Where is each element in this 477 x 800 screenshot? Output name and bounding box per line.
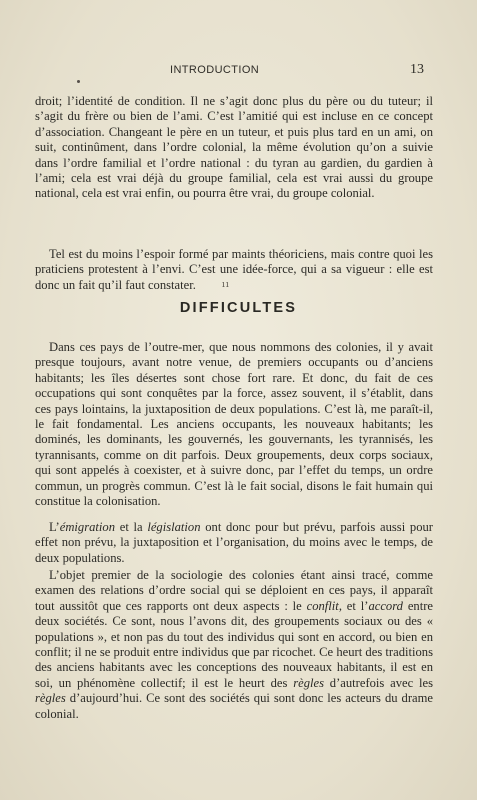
paragraph-text: droit; l’identité de condition. Il ne s’agit donc plus du père ou du tuteur; il s’agit du frère ou bien de l’ami. C’est l’amitié qui est incluse en ce concept d’association. Changeant le père en un tuteur, et puis plus tard en un ami, on suit, continûment, dans l’ordre colonial, la même évolution qu’on a suivie dans l’ordre familial et l’ordre national : du tyran au gardien, du gardien à l’ami; cela est vrai déjà du groupe familial, cela est vrai aussi du groupe national, cela est vrai enfin, ou pourra être vrai, du groupe colonial.	[35, 94, 433, 201]
ink-speck	[77, 80, 80, 83]
paragraph-text	[35, 568, 433, 722]
running-title: INTRODUCTION	[170, 64, 260, 76]
paragraph-text	[35, 520, 433, 566]
paragraph-5	[35, 568, 433, 722]
paragraph-2	[35, 247, 433, 293]
text-run: d’aujourd’hui. Ce sont des sociétés qui sont donc les acteurs du drame colonial.	[35, 691, 433, 721]
paragraph-text: Dans ces pays de l’outre-mer, que nous nommons des colonies, il y avait presque toujours, avant notre venue, de premiers occupants ou d’anciens habitants; les îles désertes sont chose fort rare. Et donc, du fait de ces occupations qui sont conquêtes par la force, assez souvent, il s’établit, dans ces pays lointains, la juxtaposition de deux populations. C’est là, me paraît-il, le fait fondamental. Les anciens occupants, les nouveaux habitants; les dominés, les dominants, les gouvernés, les gouvernants, les tyrannisés, les tyrannisants, comme on dit parfois. Deux groupements, deux corps sociaux, qui sont appelés à coexister, et à suivre donc, par l’effet du temps, un ordre commun, un progrès commun. C’est là le fait social, disons le fait humain qui constitue la colonisation.	[35, 340, 433, 509]
running-header	[0, 64, 477, 80]
text-run: , et l’	[338, 598, 369, 613]
paragraph-4	[35, 520, 433, 566]
section-ornament: ıı	[222, 280, 230, 290]
text-run: L’	[49, 520, 60, 534]
italic-term-emigration: émigration	[59, 520, 116, 534]
section-heading: DIFFICULTES	[179, 300, 298, 316]
text-run: et la	[115, 520, 148, 534]
text-run: d’autrefois avec les	[323, 675, 433, 690]
paragraph-1	[35, 94, 433, 202]
page-number: 13	[410, 62, 424, 77]
italic-term-accord: accord	[368, 598, 403, 613]
italic-term-legislation: législation	[147, 520, 201, 534]
text-run: entre deux sociétés. Ce sont, nous l’avons dit, des groupements sociaux ou des « populations », et non pas du tout des individus qui sont en accord, ou bien en conflit; il ne se produit entre individus que par ricochet. Ce heurt des traditions des anciens habitants avec les conceptions des nouveaux habitants, il est en soi, un phénomène collectif; il est le heurt des	[35, 598, 433, 690]
italic-term-regles: règles	[35, 691, 66, 706]
paragraph-text: Tel est du moins l’espoir formé par maints théoriciens, mais contre quoi les praticiens protestent à l’envi. C’est une idée-force, qui a sa vigueur : elle est donc un fait qu’il faut constater.	[35, 247, 433, 292]
text-run: L’objet premier de la sociologie des colonies étant ainsi tracé, comme examen des relations d’ordre social qui se déploient en ces pays, il apparaît tout aussitôt que ces rapports ont deux aspects : le	[35, 568, 433, 613]
text-run: ont donc pour but prévu, parfois aussi pour effet non prévu, la juxtaposition et l’organisation, du moins avec le temps, de deux populations.	[35, 520, 433, 565]
paragraph-3	[35, 340, 433, 509]
italic-term-conflit: conflit	[306, 598, 339, 613]
italic-term-regles: règles	[293, 675, 324, 690]
